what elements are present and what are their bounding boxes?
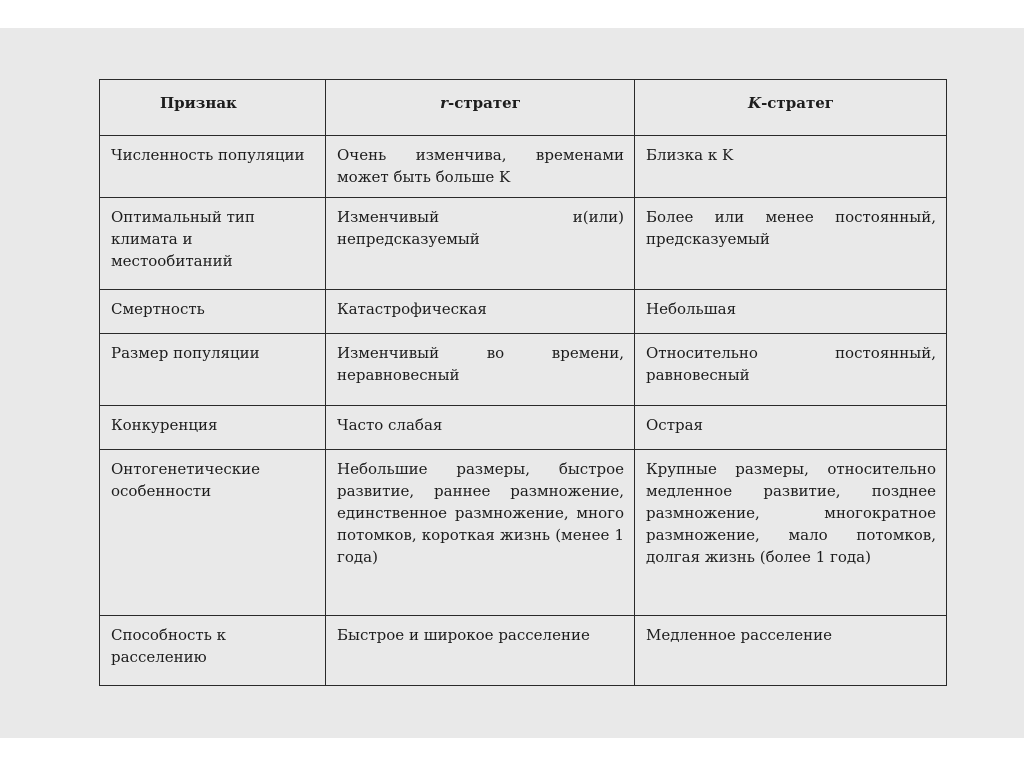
k-cell: Крупные размеры, относительно медленное развитие, позднее размножение, многократное размножение, мало потомков, долгая жизнь (более 1 года): [635, 450, 947, 616]
table-row: [100, 334, 947, 406]
table-row: [100, 450, 947, 616]
table-header-row: [100, 80, 947, 136]
table-row: [100, 290, 947, 334]
k-cell: Медленное расселение: [635, 616, 947, 686]
k-cell: Близка к K: [635, 136, 947, 198]
header-k-strategist: K-стратег: [635, 80, 947, 136]
r-cell: Изменчивый и(или) непредсказуемый: [326, 198, 635, 290]
feature-cell: Онтогенетические особенности: [100, 450, 326, 616]
r-cell: Небольшие размеры, быстрое развитие, раннее размножение, единственное размножение, много потомков, короткая жизнь (менее 1 года): [326, 450, 635, 616]
feature-cell: Размер популяции: [100, 334, 326, 406]
k-cell: Более или менее постоянный, предсказуемый: [635, 198, 947, 290]
table-row: [100, 136, 947, 198]
k-cell: Относительно постоянный, равновесный: [635, 334, 947, 406]
header-feature: Признак: [100, 80, 326, 136]
table-row: [100, 406, 947, 450]
r-cell: Изменчивый во времени, неравновесный: [326, 334, 635, 406]
k-cell: Острая: [635, 406, 947, 450]
feature-cell: Конкуренция: [100, 406, 326, 450]
table-row: [100, 616, 947, 686]
feature-cell: Оптимальный тип климата и местообитаний: [100, 198, 326, 290]
table-row: [100, 198, 947, 290]
k-cell: Небольшая: [635, 290, 947, 334]
r-cell: Очень изменчива, временами может быть больше K: [326, 136, 635, 198]
r-cell: Катастрофическая: [326, 290, 635, 334]
feature-cell: Способность к расселению: [100, 616, 326, 686]
feature-cell: Численность популяции: [100, 136, 326, 198]
header-r-strategist: r-стратег: [326, 80, 635, 136]
r-k-strategy-table: [99, 79, 947, 686]
r-cell: Часто слабая: [326, 406, 635, 450]
r-cell: Быстрое и широкое расселение: [326, 616, 635, 686]
feature-cell: Смертность: [100, 290, 326, 334]
